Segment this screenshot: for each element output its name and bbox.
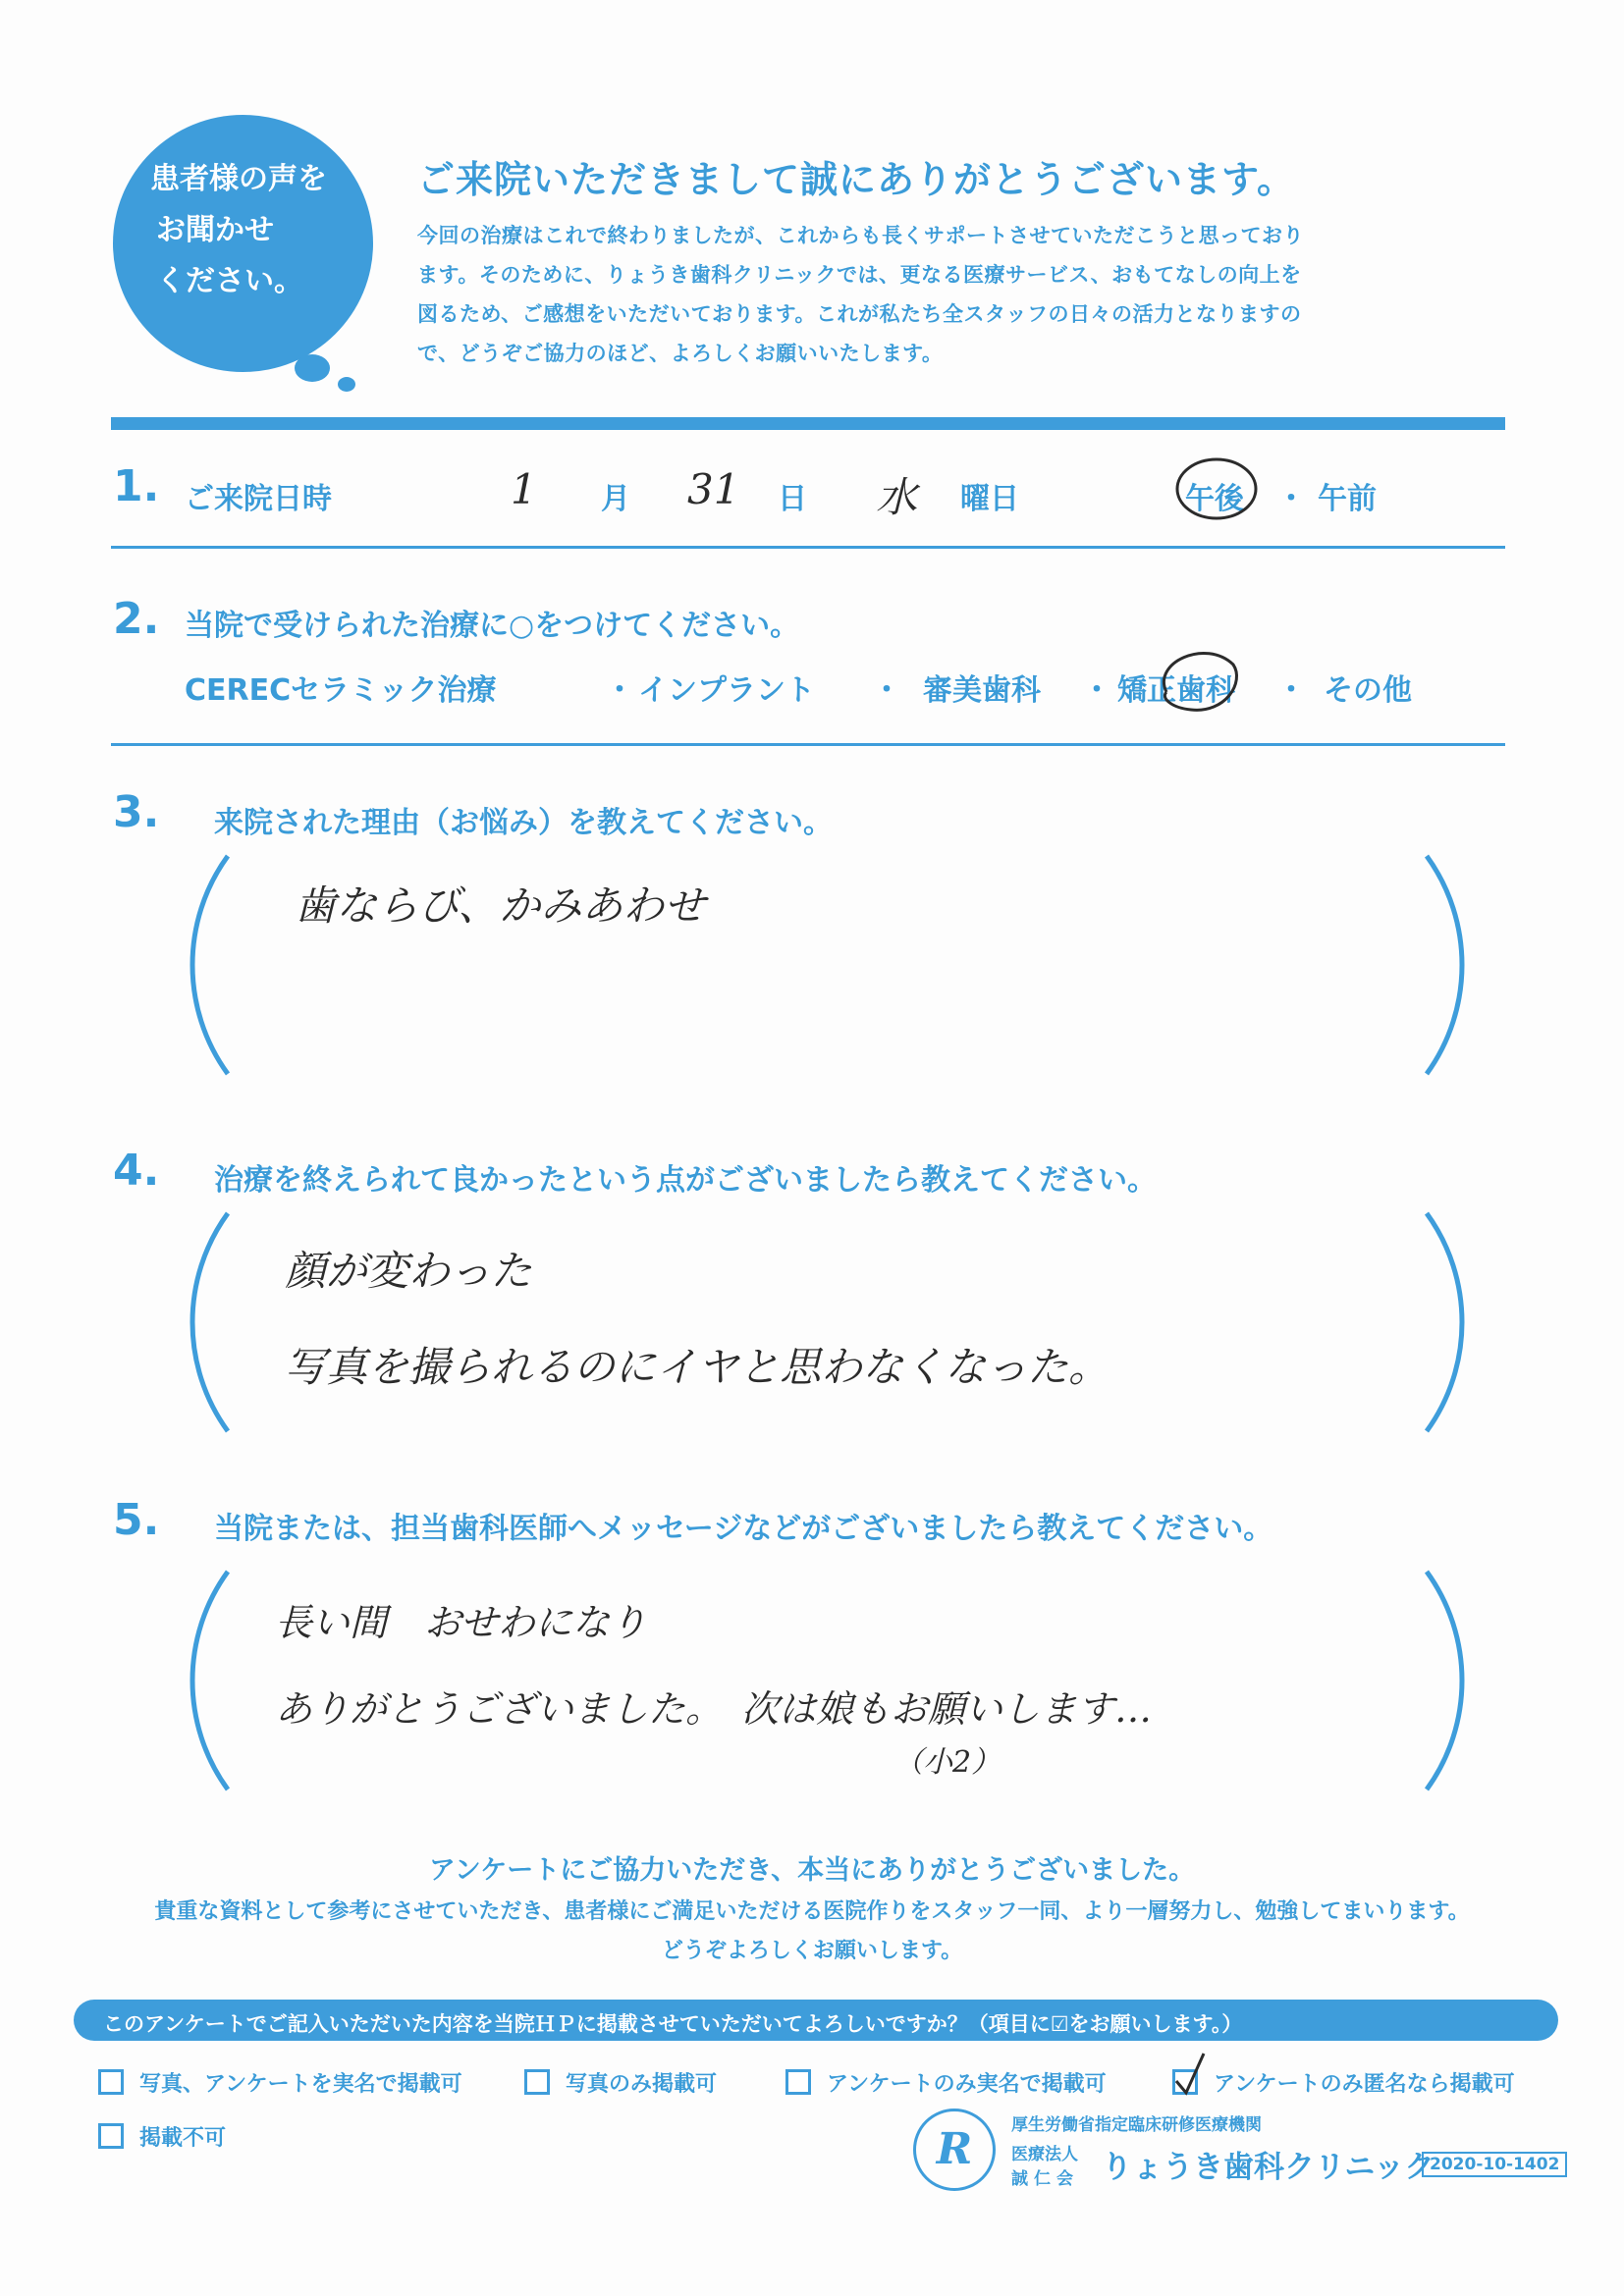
- check-mark-icon: [1170, 2050, 1210, 2099]
- consent-checkbox-no-publish[interactable]: [98, 2123, 124, 2149]
- q4-right-bracket: [1419, 1209, 1478, 1435]
- designation-text: 厚生労働省指定臨床研修医療機関: [1011, 2115, 1262, 2135]
- q3-right-bracket: [1419, 852, 1478, 1078]
- q1-separator: ・: [1276, 482, 1306, 516]
- corp-line-1: 医療法人: [1011, 2145, 1078, 2164]
- q1-day-value[interactable]: 31: [687, 465, 740, 513]
- q5-answer-line[interactable]: （小2）: [893, 1745, 1001, 1780]
- speech-bubble: [113, 115, 373, 372]
- thanks-title: アンケートにご協力いただき、本当にありがとうございました。: [428, 1855, 1196, 1886]
- consent-checkbox-photo-only[interactable]: [524, 2069, 550, 2095]
- section-divider: [111, 743, 1505, 746]
- q2-option-other[interactable]: その他: [1324, 673, 1412, 708]
- q1-selected-circle: [1173, 454, 1260, 524]
- q2-separator: ・: [1276, 673, 1306, 708]
- q2-option-cerec[interactable]: CERECセラミック治療: [185, 673, 497, 708]
- header-divider: [111, 417, 1505, 430]
- q2-option-cosmetic[interactable]: 審美歯科: [923, 673, 1041, 708]
- q2-label: 当院で受けられた治療に○をつけてください。: [185, 609, 800, 643]
- q4-number: 4.: [113, 1146, 160, 1196]
- consent-label: アンケートのみ匿名なら掲載可: [1214, 2072, 1515, 2097]
- q1-month-label: 月: [601, 482, 630, 516]
- q1-day-label: 日: [778, 482, 807, 516]
- consent-label: 写真のみ掲載可: [566, 2072, 718, 2097]
- q1-pm-option[interactable]: 午後: [1185, 482, 1244, 516]
- document-code: 2020-10-1402: [1422, 2152, 1567, 2177]
- bubble-line-3: ください。: [156, 264, 303, 298]
- q3-number: 3.: [113, 787, 160, 837]
- headline: ご来院いただきまして誠にありがとうございます。: [417, 158, 1295, 201]
- q3-answer-line[interactable]: 歯ならび、かみあわせ: [295, 881, 706, 930]
- bubble-tail-dot-small: [338, 377, 355, 392]
- q4-left-bracket: [177, 1209, 236, 1435]
- intro-text: [417, 216, 1448, 373]
- q1-weekday-label: 曜日: [960, 482, 1019, 516]
- intro-line: 図るため、ご感想をいただいております。これが私たち全スタッフの日々の活力となりますの: [417, 302, 1302, 326]
- consent-checkbox-realname-photo[interactable]: [98, 2069, 124, 2095]
- q4-answer-line[interactable]: 顔が変わった: [285, 1247, 532, 1295]
- clinic-name: りょうき歯科クリニック: [1102, 2150, 1435, 2185]
- q2-separator: ・: [1082, 673, 1111, 708]
- q2-separator: ・: [605, 673, 634, 708]
- q4-answer-line[interactable]: 写真を撮られるのにイヤと思わなくなった。: [285, 1343, 1110, 1391]
- consent-label: 掲載不可: [139, 2126, 227, 2151]
- q1-label: ご来院日時: [185, 482, 332, 516]
- thanks-line: 貴重な資料として参考にさせていただき、患者様にご満足いただける医院作りをスタッフ一同、より一層努力し、勉強してまいります。: [154, 1899, 1470, 1924]
- q4-label: 治療を終えられて良かったという点がございましたら教えてください。: [214, 1163, 1157, 1198]
- clinic-logo: R: [913, 2109, 996, 2191]
- thanks-body: [0, 1893, 1624, 1971]
- section-divider: [111, 546, 1505, 549]
- thanks-line: どうぞよろしくお願いします。: [661, 1939, 963, 1963]
- consent-question: このアンケートでご記入いただいた内容を当院ＨＰに掲載させていただいてよろしいですか？（項目に☑をお願いします。）: [74, 2000, 1558, 2041]
- q2-selected-circle: [1147, 643, 1245, 721]
- q5-number: 5.: [113, 1495, 160, 1545]
- q3-label: 来院された理由（お悩み）を教えてください。: [214, 806, 833, 840]
- q1-am-option[interactable]: 午前: [1318, 482, 1377, 516]
- q3-left-bracket: [177, 852, 236, 1078]
- q1-weekday-value[interactable]: 水: [876, 473, 918, 521]
- q2-separator: ・: [872, 673, 901, 708]
- q5-right-bracket: [1419, 1568, 1478, 1793]
- q2-option-orthodontics[interactable]: 矯正歯科: [1117, 673, 1235, 708]
- q1-number: 1.: [113, 461, 160, 511]
- intro-line: で、どうぞご協力のほど、よろしくお願いいたします。: [417, 342, 944, 365]
- intro-line: 今回の治療はこれで終わりましたが、これからも長くサポートさせていただこうと思っており: [417, 224, 1304, 247]
- q5-left-bracket: [177, 1568, 236, 1793]
- q1-month-value[interactable]: 1: [511, 465, 537, 513]
- corp-line-2: 誠仁会: [1011, 2169, 1079, 2189]
- q2-number: 2.: [113, 594, 160, 644]
- q2-option-implant[interactable]: インプラント: [638, 673, 815, 708]
- consent-label: アンケートのみ実名で掲載可: [827, 2072, 1107, 2097]
- consent-checkbox-survey-realname[interactable]: [785, 2069, 811, 2095]
- q5-answer-line[interactable]: 長い間 おせわになり: [275, 1601, 647, 1644]
- q5-label: 当院または、担当歯科医師へメッセージなどがございましたら教えてください。: [214, 1512, 1273, 1546]
- bubble-line-1: 患者様の声を: [150, 162, 327, 196]
- bubble-line-2: お聞かせ: [156, 213, 274, 247]
- bubble-tail-dot: [295, 354, 330, 382]
- intro-line: ます。そのために、りょうき歯科クリニックでは、更なる医療サービス、おもてなしの向上を: [417, 263, 1302, 287]
- q5-answer-line[interactable]: ありがとうございました。 次は娘もお願いします…: [275, 1687, 1153, 1731]
- consent-label: 写真、アンケートを実名で掲載可: [139, 2072, 462, 2097]
